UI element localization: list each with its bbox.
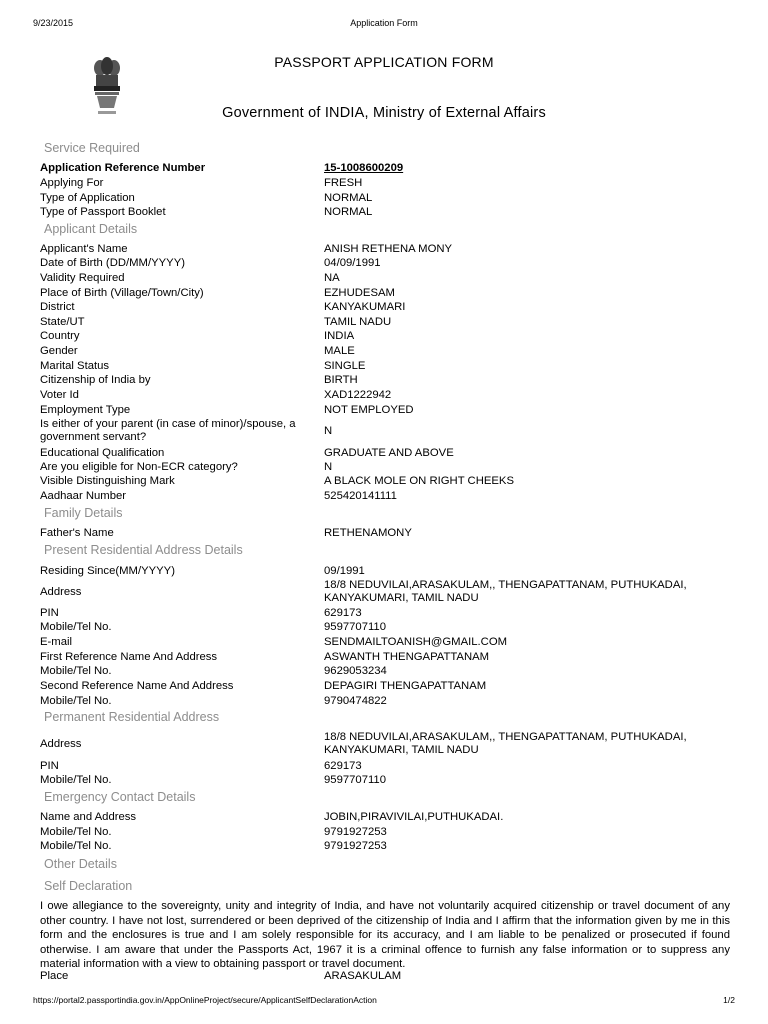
section-permanent-address: Permanent Residential Address: [44, 710, 220, 724]
field-label: Mobile/Tel No.: [40, 695, 112, 707]
field-label: Mobile/Tel No.: [40, 774, 112, 786]
field-label: Educational Qualification: [40, 447, 165, 459]
field-label: Employment Type: [40, 404, 131, 416]
field-value: JOBIN,PIRAVIVILAI,PUTHUKADAI.: [324, 811, 504, 823]
field-label: Aadhaar Number: [40, 490, 127, 502]
field-label: Mobile/Tel No.: [40, 621, 112, 633]
field-label: Is either of your parent (in case of minor)/spouse, a government servant?: [40, 418, 296, 443]
field-label: District: [40, 301, 75, 313]
field-value: ASWANTH THENGAPATTANAM: [324, 651, 490, 663]
field-label: Place of Birth (Village/Town/City): [40, 287, 204, 299]
field-value: N: [324, 425, 333, 437]
field-value: ARASAKULAM: [324, 970, 402, 982]
field-label: Place: [40, 970, 69, 982]
field-label: Residing Since(MM/YYYY): [40, 565, 175, 577]
field-value: TAMIL NADU: [324, 316, 392, 328]
field-label: Citizenship of India by: [40, 374, 151, 386]
field-value: RETHENAMONY: [324, 527, 412, 539]
declaration-text: I owe allegiance to the sovereignty, unity and integrity of India, and have not voluntarily acquired citizenship or travel document of any other country. I have not lost, surrendered or been deprived of the citizenship of India and I affirm that the information given by me in this form and the enclosures is true and I am solely responsible for its accuracy, and I am liable to be penalized or prosecuted if found otherwise. I am aware that under the Passports Act, 1967 it is a criminal offence to furnish any false information or to suppress any material information with a view to obtaining passport or travel document.: [40, 900, 730, 970]
section-other-details: Other Details: [44, 857, 117, 871]
page-url: https://portal2.passportindia.gov.in/AppOnlineProject/secure/ApplicantSelfDeclarationAction: [33, 995, 377, 1005]
field-label: Name and Address: [40, 811, 137, 823]
form-title: PASSPORT APPLICATION FORM: [274, 54, 494, 70]
field-label: Country: [40, 330, 80, 342]
field-label: Are you eligible for Non-ECR category?: [40, 461, 238, 473]
field-value: NA: [324, 272, 340, 284]
field-value: EZHUDESAM: [324, 287, 395, 299]
field-value: 9790474822: [324, 695, 387, 707]
field-value: N: [324, 461, 333, 473]
field-value: 9597707110: [324, 774, 386, 786]
field-value: FRESH: [324, 177, 363, 189]
field-label: Mobile/Tel No.: [40, 826, 112, 838]
field-value: 525420141111: [324, 490, 397, 502]
field-value: ANISH RETHENA MONY: [324, 243, 453, 255]
field-label: First Reference Name And Address: [40, 651, 218, 663]
field-value: 09/1991: [324, 565, 365, 577]
field-label: Father's Name: [40, 527, 114, 539]
field-label: Marital Status: [40, 360, 110, 372]
field-label: PIN: [40, 760, 59, 772]
section-emergency-contact: Emergency Contact Details: [44, 790, 196, 804]
field-value: 629173: [324, 607, 362, 619]
section-present-address: Present Residential Address Details: [44, 543, 243, 557]
field-value: INDIA: [324, 330, 355, 342]
field-value: XAD1222942: [324, 389, 392, 401]
field-label: Mobile/Tel No.: [40, 840, 112, 852]
field-value: 04/09/1991: [324, 257, 381, 269]
field-label: Address: [40, 586, 82, 598]
field-label: Application Reference Number: [40, 162, 206, 174]
field-value: NOT EMPLOYED: [324, 404, 414, 416]
field-value: 9629053234: [324, 665, 387, 677]
field-value: KANYAKUMARI: [324, 301, 406, 313]
section-service-required: Service Required: [44, 141, 140, 155]
field-label: Applying For: [40, 177, 104, 189]
field-label: Type of Application: [40, 192, 135, 204]
field-value: 18/8 NEDUVILAI,ARASAKULAM,, THENGAPATTANAM, PUTHUKADAI, KANYAKUMARI, TAMIL NADU: [324, 579, 687, 604]
field-value: 629173: [324, 760, 362, 772]
field-value: NORMAL: [324, 192, 373, 204]
field-label: Gender: [40, 345, 78, 357]
field-value: A BLACK MOLE ON RIGHT CHEEKS: [324, 475, 515, 487]
field-label: Type of Passport Booklet: [40, 206, 166, 218]
field-value: MALE: [324, 345, 355, 357]
field-label: Date of Birth (DD/MM/YYYY): [40, 257, 186, 269]
field-label: Validity Required: [40, 272, 125, 284]
print-date: 9/23/2015: [33, 18, 74, 28]
section-self-declaration: Self Declaration: [44, 879, 133, 893]
page-number: 1/2: [723, 995, 735, 1005]
field-label: Mobile/Tel No.: [40, 665, 112, 677]
field-value: 18/8 NEDUVILAI,ARASAKULAM,, THENGAPATTANAM, PUTHUKADAI, KANYAKUMARI, TAMIL NADU: [324, 731, 687, 756]
field-label: Applicant's Name: [40, 243, 128, 255]
field-value: 15-1008600209: [324, 162, 404, 174]
field-label: E-mail: [40, 636, 73, 648]
print-page-title: Application Form: [350, 18, 418, 28]
field-label: Voter Id: [40, 389, 79, 401]
field-value: BIRTH: [324, 374, 358, 386]
field-value: SENDMAILTOANISH@GMAIL.COM: [324, 636, 508, 648]
field-value: 9597707110: [324, 621, 386, 633]
field-value: 9791927253: [324, 840, 387, 852]
field-label: State/UT: [40, 316, 85, 328]
field-value: GRADUATE AND ABOVE: [324, 447, 454, 459]
section-applicant-details: Applicant Details: [44, 222, 138, 236]
field-label: Visible Distinguishing Mark: [40, 475, 175, 487]
field-value: SINGLE: [324, 360, 366, 372]
government-title: Government of INDIA, Ministry of External Affairs: [222, 105, 546, 121]
field-value: 9791927253: [324, 826, 387, 838]
section-family-details: Family Details: [44, 506, 123, 520]
field-label: Second Reference Name And Address: [40, 680, 234, 692]
field-label: Address: [40, 738, 82, 750]
field-label: PIN: [40, 607, 59, 619]
field-value: NORMAL: [324, 206, 373, 218]
field-value: DEPAGIRI THENGAPATTANAM: [324, 680, 487, 692]
